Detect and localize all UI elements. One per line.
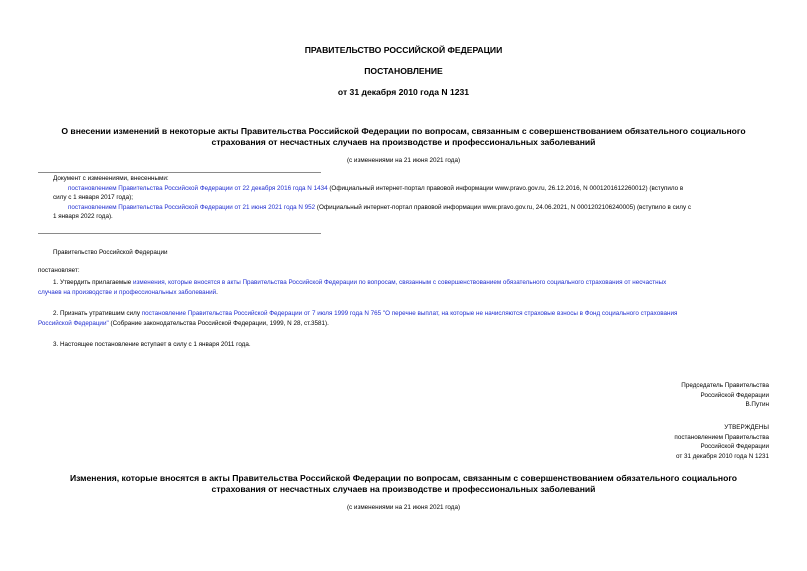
paragraph-1-start: 1. Утвердить прилагаемые	[53, 279, 133, 286]
changes-intro: Документ с изменениями, внесенными:	[53, 175, 169, 182]
approved-line-1: УТВЕРЖДЕНЫ	[724, 424, 769, 431]
changes-block	[53, 174, 769, 222]
paragraph-2	[38, 309, 769, 328]
paragraph-1-link-cont[interactable]: случаев на производстве и профессиональных заболеваний	[38, 288, 217, 296]
decrees-text: постановляет:	[38, 267, 80, 274]
annex-amended-note: (с изменениями на 21 июня 2021 года)	[346, 504, 461, 511]
signature-block	[681, 381, 769, 410]
doc-title-line1: О внесении изменений в некоторые акты Правительства Российской Федерации по вопросам, связанным с совершенствованием обязательного социального	[61, 126, 746, 136]
doc-type-heading: ПОСТАНОВЛЕНИЕ	[364, 66, 443, 76]
changes-item-1-cont: силу с 1 января 2017 года);	[53, 194, 133, 201]
changes-item-2-link[interactable]: постановлением Правительства Российской Федерации от 21 июня 2021 года N 952	[68, 203, 316, 211]
approved-line-3: Российской Федерации	[700, 443, 769, 450]
changes-item-1	[53, 184, 769, 194]
changes-item-1-link[interactable]: постановлением Правительства Российской Федерации от 22 декабря 2016 года N 1434	[68, 184, 328, 192]
gov-rf-text: Правительство Российской Федерации	[53, 249, 168, 256]
paragraph-1-link[interactable]: изменения, которые вносятся в акты Правительства Российской Федерации по вопросам, связанным с совершенствованием обязательного социального страхования от несчастных	[133, 279, 667, 286]
changes-item-2-cont: 1 января 2022 года).	[53, 213, 113, 220]
doc-title-line2: страхования от несчастных случаев на производстве и профессиональных заболеваний	[211, 137, 596, 147]
paragraph-2-link[interactable]: постановление Правительства Российской Федерации от 7 июля 1999 года N 765 "О перечне выплат, на которые не начисляются страховые взносы в Фонд социального страхования	[141, 310, 678, 317]
paragraph-2-end: (Собрание законодательства Российской Федерации, 1999, N 28, ст.3581).	[108, 319, 329, 327]
gov-heading: ПРАВИТЕЛЬСТВО РОССИЙСКОЙ ФЕДЕРАЦИИ	[304, 45, 503, 55]
changes-item-1-text: (Официальный интернет-портал правовой информации www.pravo.gov.ru, 26.12.2016, N 0001201612260012) (вступило в	[327, 184, 684, 192]
paragraph-3: 3. Настоящее постановление вступает в силу с 1 января 2011 года.	[53, 341, 251, 348]
paragraph-2-link-cont[interactable]: Российской Федерации"	[38, 319, 109, 327]
changes-item-2	[53, 203, 769, 213]
annex-title-line2: страхования от несчастных случаев на производстве и профессиональных заболеваний	[211, 484, 596, 494]
signature-line-2: Российской Федерации	[700, 391, 769, 399]
doc-amended-note: (с изменениями на 21 июня 2021 года)	[346, 157, 461, 164]
changes-top-rule	[38, 172, 321, 173]
annex-title-line1: Изменения, которые вносятся в акты Правительства Российской Федерации по вопросам, связанным с совершенствованием обязательного социального	[69, 473, 738, 483]
paragraph-1	[38, 278, 769, 297]
paragraph-1-end: .	[216, 288, 218, 296]
doc-date-number: от 31 декабря 2010 года N 1231	[337, 87, 470, 97]
approved-line-2: постановлением Правительства	[674, 433, 769, 441]
approved-line-4: от 31 декабря 2010 года N 1231	[675, 452, 769, 460]
signature-line-3: В.Путин	[745, 401, 769, 408]
paragraph-2-start: 2. Признать утратившим силу	[53, 310, 142, 317]
changes-item-2-text: (Официальный интернет-портал правовой информации www.pravo.gov.ru, 24.06.2021, N 0001202106240005) (вступило в силу с	[315, 203, 691, 211]
changes-bottom-rule	[38, 233, 321, 234]
signature-line-1: Председатель Правительства	[681, 382, 769, 389]
approved-block	[674, 423, 769, 461]
